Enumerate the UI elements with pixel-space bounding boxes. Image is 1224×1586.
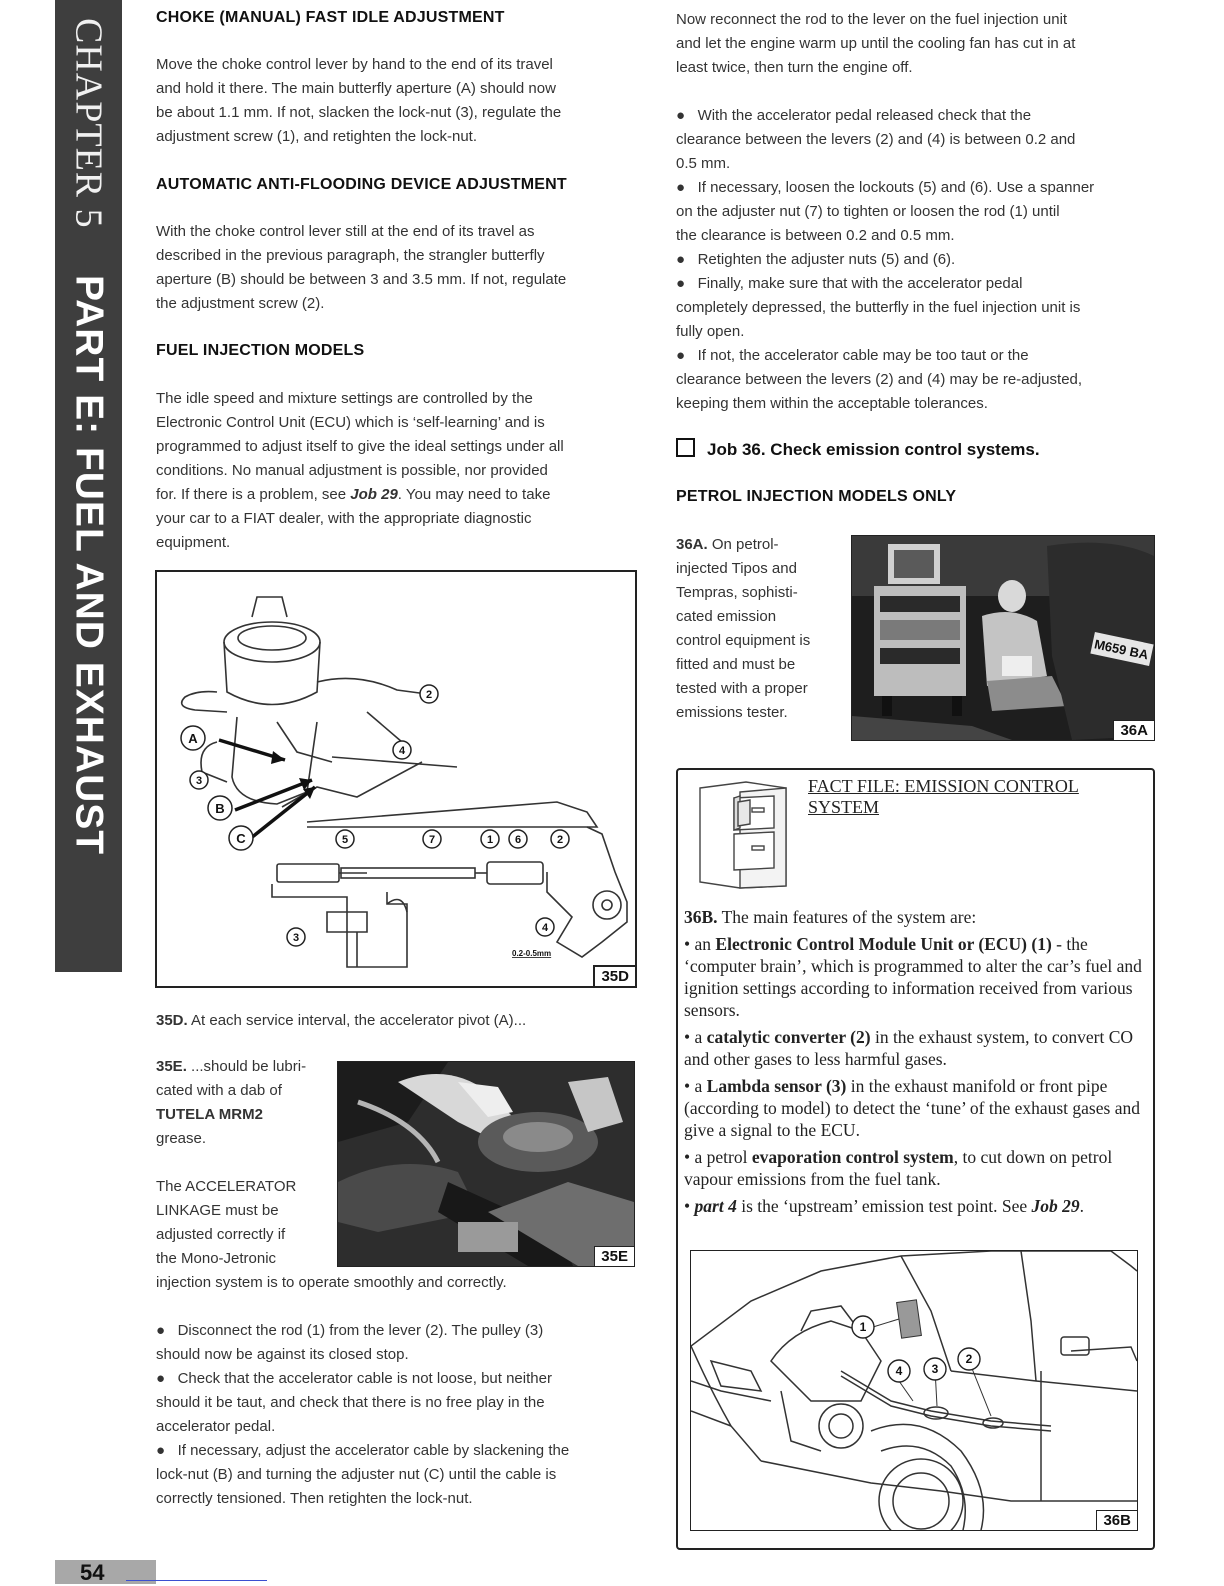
callout-3: 3: [195, 775, 203, 787]
callout-4: 4: [895, 1364, 903, 1378]
text-line: tested with a proper: [676, 680, 808, 697]
callout-1: 1: [859, 1320, 867, 1334]
text-line: The idle speed and mixture settings are controlled by the: [156, 390, 533, 407]
callout-6: 6: [514, 834, 522, 846]
text-span: an: [694, 934, 716, 954]
text-span: With the accelerator pedal released check that the: [697, 107, 1032, 124]
callout-7: 7: [428, 834, 436, 846]
caption-36a: [676, 533, 846, 725]
text-line: [676, 533, 846, 557]
text-line: fitted and must be: [676, 656, 796, 673]
job-36-heading: [676, 438, 1040, 460]
callout-4: 4: [398, 745, 406, 757]
car-emission-diagram: [691, 1251, 1137, 1530]
heading-anti-flooding: AUTOMATIC ANTI-FLOODING DEVICE ADJUSTMENT: [156, 176, 567, 193]
throttle-linkage-diagram: [157, 572, 635, 986]
text-bold: evaporation control system: [751, 1147, 954, 1167]
text-span: Check that the accelerator cable is not loose, but neither: [177, 1370, 552, 1387]
text-bold: Electronic Control Module Unit or (ECU) (1): [715, 934, 1052, 954]
paragraph-linkage: [156, 1175, 336, 1271]
text-line: clearance between the levers (2) and (4) may be re-adjusted,: [676, 371, 1083, 388]
caption-number: 35D.: [156, 1012, 188, 1029]
text-span: in the exhaust manifold or front pipe (according to model) to detect the ‘tune’ of the exhaust gases and give a signal to the ECU.: [684, 1076, 1140, 1140]
engine-photo-35e: [338, 1062, 634, 1266]
chapter-label: CHAPTER 5: [67, 18, 110, 229]
page-number: 54: [80, 1560, 105, 1585]
filing-cabinet-icon: [694, 778, 794, 890]
text-span: . You may need to take: [397, 486, 551, 503]
text-span: Retighten the adjuster nuts (5) and (6).: [697, 251, 956, 268]
text-line: aperture (B) should be between 3 and 3.5 mm. If not, regulate: [156, 271, 567, 288]
callout-4-lower: 4: [541, 922, 549, 934]
text-line: the adjustment screw (2).: [156, 295, 325, 312]
text-span: a: [694, 1027, 707, 1047]
text-line: cated with a dab of: [156, 1082, 282, 1099]
text-line: Now reconnect the rod to the lever on the fuel injection unit: [676, 11, 1068, 28]
bullet-item: ● Disconnect the rod (1) from the lever (2). The pulley (3): [156, 1322, 544, 1339]
paragraph-reconnect: [676, 8, 1166, 80]
text-line: adjusted correctly if: [156, 1226, 286, 1243]
caption-number: 35E.: [156, 1058, 187, 1075]
text-span: a petrol: [694, 1147, 752, 1167]
paragraph-fuel-injection: [156, 387, 646, 555]
heading-fuel-injection: FUEL INJECTION MODELS: [156, 342, 365, 359]
text-span: If necessary, adjust the accelerator cable by slackening the: [177, 1442, 570, 1459]
figure-35d: [155, 570, 637, 988]
text-line: emissions tester.: [676, 704, 788, 721]
text-span: Finally, make sure that with the accelerator pedal: [697, 275, 1023, 292]
fact-bullet: • part 4 is the ‘upstream’ emission test point. See Job 29.: [684, 1196, 1085, 1216]
text-line: The ACCELERATOR: [156, 1178, 297, 1195]
text-line: equipment.: [156, 534, 231, 551]
caption-text: At each service interval, the accelerator pivot (A)...: [187, 1012, 527, 1029]
fact-bullet: • a catalytic converter (2) in the exhaust system, to convert CO and other gases to less harmful gases.: [684, 1027, 1134, 1069]
text-line: Tempras, sophisti-: [676, 584, 798, 601]
caption-text: On petrol-: [707, 536, 779, 553]
paragraph-choke: [156, 53, 646, 149]
product-name: TUTELA MRM2: [156, 1106, 263, 1123]
text-line: injection system is to operate smoothly and correctly.: [156, 1274, 507, 1291]
text-line: [156, 1103, 336, 1127]
text-line: your car to a FIAT dealer, with the appropriate diagnostic: [156, 510, 532, 527]
caption-number: 36B.: [684, 907, 718, 927]
fact-file-title: FACT FILE: EMISSION CONTROL SYSTEM: [808, 776, 1079, 817]
callout-2: 2: [425, 689, 433, 701]
text-line: correctly tensioned. Then retighten the lock-nut.: [156, 1490, 473, 1507]
text-span: If not, the accelerator cable may be too taut or the: [697, 347, 1029, 364]
bullet-item: ● Retighten the adjuster nuts (5) and (6).: [676, 251, 956, 268]
text-line: lock-nut (B) and turning the adjuster nut (C) until the cable is: [156, 1466, 557, 1483]
text-span: is the ‘upstream’ emission test point. See: [736, 1196, 1032, 1216]
figure-36a-photo: [851, 535, 1155, 741]
text-line: clearance between the levers (2) and (4) is between 0.2 and: [676, 131, 1076, 148]
callout-1: 1: [486, 834, 494, 846]
text-bold: catalytic converter (2): [706, 1027, 871, 1047]
text-line: adjustment screw (1), and retighten the lock-nut.: [156, 128, 477, 145]
callout-B: B: [215, 801, 225, 816]
text-span: , to cut down on petrol vapour emissions from the fuel tank.: [684, 1147, 1113, 1189]
paragraph-anti-flooding: [156, 220, 646, 316]
text-line: Electronic Control Unit (ECU) which is ‘self-learning’ and is: [156, 414, 545, 431]
job-title: Job 36. Check emission control systems.: [707, 440, 1040, 459]
number-plate-text: M659 BA: [1092, 636, 1150, 663]
text-line: [156, 1055, 336, 1079]
text-span: If necessary, loosen the lockouts (5) and (6). Use a spanner: [697, 179, 1095, 196]
fact-bullet: • a petrol evaporation control system, to cut down on petrol vapour emissions from the fuel tank.: [684, 1147, 1113, 1189]
figure-35e-tag: 35E: [594, 1246, 634, 1266]
text-line: LINKAGE must be: [156, 1202, 279, 1219]
text-line: should it be taut, and check that there is no free play in the: [156, 1394, 545, 1411]
job-reference-link[interactable]: Job 29: [1031, 1196, 1080, 1216]
bullet-item: ● If not, the accelerator cable may be too taut or the: [676, 347, 1029, 364]
callout-C: C: [236, 831, 246, 846]
callout-5: 5: [341, 834, 349, 846]
text-line: least twice, then turn the engine off.: [676, 59, 913, 76]
heading-petrol-injection: PETROL INJECTION MODELS ONLY: [676, 488, 957, 505]
text-line: should now be against its closed stop.: [156, 1346, 409, 1363]
part-label: PART E: FUEL AND EXHAUST: [67, 274, 111, 855]
text-line: completely depressed, the butterfly in the fuel injection unit is: [676, 299, 1081, 316]
text-span: Disconnect the rod (1) from the lever (2). The pulley (3): [177, 1322, 544, 1339]
callout-2: 2: [965, 1352, 973, 1366]
text-bold-italic: part 4: [694, 1196, 737, 1216]
text-line: injected Tipos and: [676, 560, 797, 577]
paragraph-linkage-end: [156, 1271, 646, 1295]
text-line: programmed to adjust itself to give the ideal settings under all: [156, 438, 564, 455]
bullet-item: ● If necessary, adjust the accelerator cable by slackening the: [156, 1442, 570, 1459]
figure-35e-photo: [337, 1061, 635, 1267]
sidebar-text: [56, 18, 121, 958]
text-span: .: [1079, 1196, 1085, 1216]
emissions-tester-photo: [852, 536, 1154, 740]
fact-bullet: • an Electronic Control Module Unit or (ECU) (1) - the ‘computer brain’, which is programmed to alter the car’s fuel and ignition settings according to information received from various sensors.: [684, 934, 1142, 1020]
text-line: the clearance is between 0.2 and 0.5 mm.: [676, 227, 955, 244]
text-line: conditions. No manual adjustment is possible, nor provided: [156, 462, 548, 479]
callout-2-lower: 2: [556, 834, 564, 846]
heading-choke: CHOKE (MANUAL) FAST IDLE ADJUSTMENT: [156, 9, 505, 26]
caption-35e: [156, 1055, 336, 1151]
text-line: [156, 483, 646, 507]
figure-36a-tag: 36A: [1113, 720, 1154, 740]
fact-intro: [684, 906, 1146, 928]
figure-35d-tag: 35D: [593, 965, 635, 986]
fact-bullet: • a Lambda sensor (3) in the exhaust manifold or front pipe (according to model) to detect the ‘tune’ of the exhaust gases and give a signal to the ECU.: [684, 1076, 1140, 1140]
text-line: keeping them within the acceptable tolerances.: [676, 395, 988, 412]
text-span: for. If there is a problem, see: [156, 486, 351, 503]
text-span: - the ‘computer brain’, which is programmed to alter the car’s fuel and ignition settings according to information received from various sensors.: [684, 934, 1142, 1020]
callout-3-lower: 3: [292, 932, 300, 944]
text-bold: Lambda sensor (3): [706, 1076, 847, 1096]
text-line: 0.5 mm.: [676, 155, 731, 172]
callout-A: A: [188, 731, 198, 746]
text-line: accelerator pedal.: [156, 1418, 276, 1435]
caption-35d: [156, 1009, 646, 1033]
chapter-sidebar: [55, 0, 122, 972]
text-line: grease.: [156, 1130, 207, 1147]
text-span: in the exhaust system, to convert CO and other gases to less harmful gases.: [684, 1027, 1134, 1069]
text-line: the Mono-Jetronic: [156, 1250, 277, 1267]
job-checkbox[interactable]: [676, 438, 695, 457]
job-reference-link[interactable]: Job 29: [350, 486, 398, 503]
bullet-item: ● Finally, make sure that with the accelerator pedal: [676, 275, 1023, 292]
text-line: With the choke control lever still at the end of its travel as: [156, 223, 535, 240]
bullet-item: ● If necessary, loosen the lockouts (5) and (6). Use a spanner: [676, 179, 1095, 196]
left-bullet-list: [156, 1319, 646, 1511]
text-line: and hold it there. The main butterfly aperture (A) should now: [156, 80, 556, 97]
figure-36b: [690, 1250, 1138, 1531]
text-line: fully open.: [676, 323, 745, 340]
caption-number: 36A.: [676, 536, 708, 553]
caption-text: ...should be lubri-: [186, 1058, 307, 1075]
fact-file-text: [684, 906, 1146, 1222]
text-line: Move the choke control lever by hand to the end of its travel: [156, 56, 553, 73]
right-bullet-list: [676, 104, 1166, 416]
bullet-item: ● Check that the accelerator cable is not loose, but neither: [156, 1370, 552, 1387]
text-span: The main features of the system are:: [717, 907, 977, 927]
text-line: described in the previous paragraph, the strangler butterfly: [156, 247, 545, 264]
footer-rule: [126, 1580, 267, 1581]
text-line: cated emission: [676, 608, 777, 625]
text-line: be about 1.1 mm. If not, slacken the lock-nut (3), regulate the: [156, 104, 562, 121]
text-line: [156, 1009, 646, 1033]
text-line: on the adjuster nut (7) to tighten or loosen the rod (1) until: [676, 203, 1060, 220]
text-line: and let the engine warm up until the cooling fan has cut in at: [676, 35, 1076, 52]
bullet-item: ● With the accelerator pedal released check that the: [676, 107, 1032, 124]
callout-3: 3: [931, 1362, 939, 1376]
figure-36b-tag: 36B: [1096, 1510, 1137, 1530]
gap-label: 0.2-0.5mm: [512, 949, 552, 958]
text-span: a: [694, 1076, 707, 1096]
text-line: control equipment is: [676, 632, 811, 649]
